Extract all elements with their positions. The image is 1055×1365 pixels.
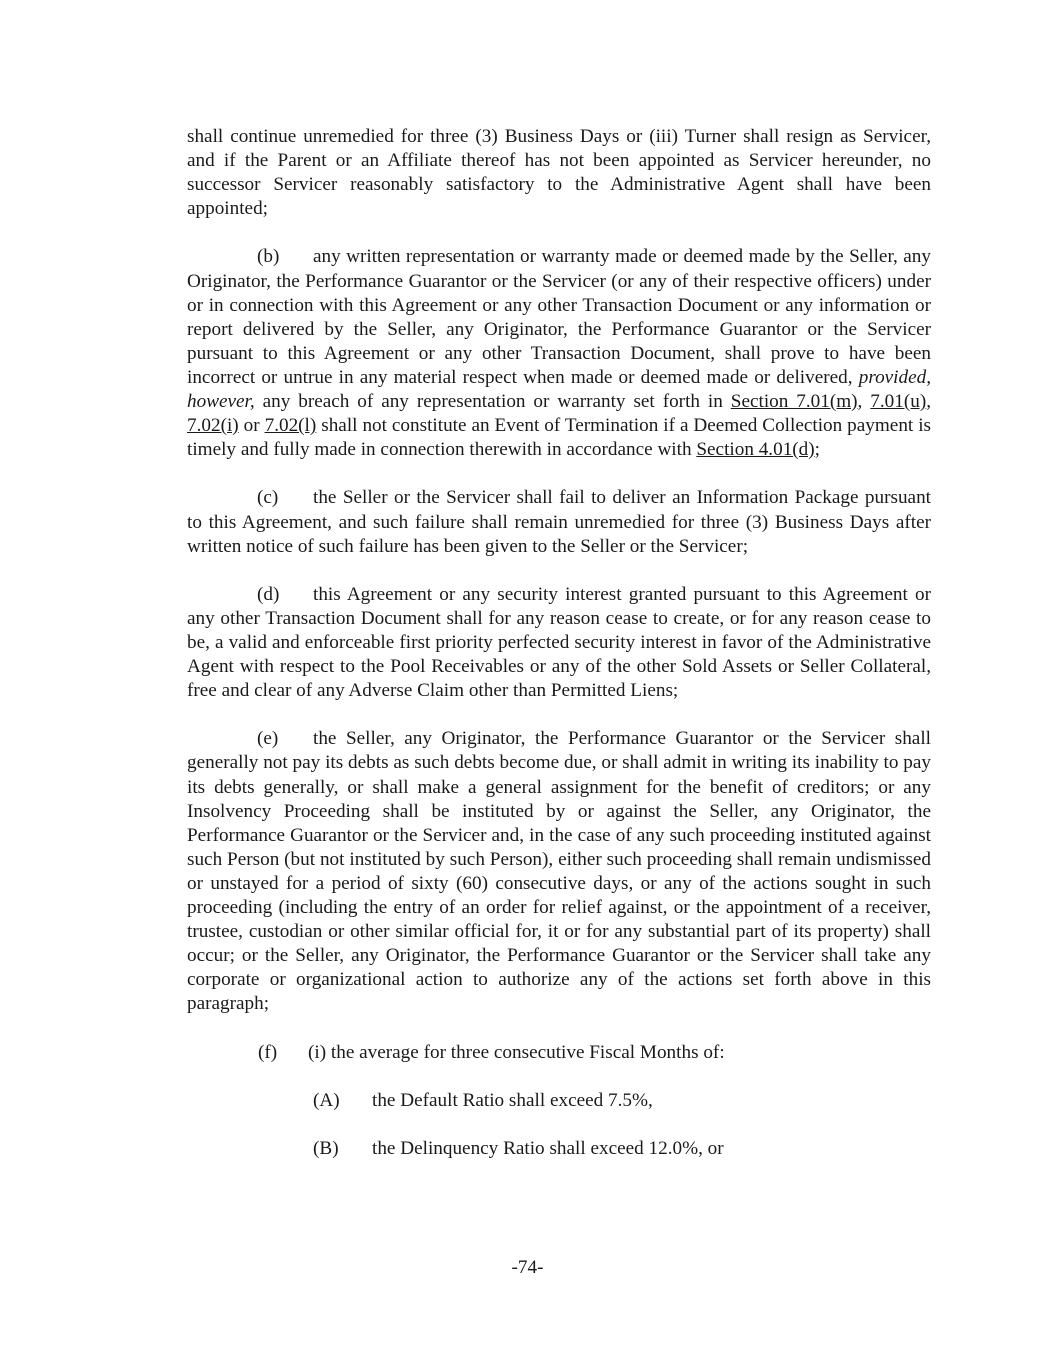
paragraph-f-text: (i) the average for three consecutive Fiscal Months of:	[308, 1041, 725, 1063]
paragraph-a-continuation: shall continue unremedied for three (3) Business Days or (iii) Turner shall resign as Servicer, and if the Parent or an Affiliate thereof has not been appointed as Servicer hereunder, no successor Servicer reasonably satisfactory to the Administrative Agent shall have been appointed;	[187, 126, 931, 220]
subparagraph-b	[313, 1137, 931, 1161]
paragraph-c	[187, 486, 931, 558]
subparagraph-b-label: (B)	[313, 1137, 339, 1159]
subparagraph-a	[313, 1089, 931, 1113]
subparagraph-a-text: the Default Ratio shall exceed 7.5%,	[372, 1089, 653, 1111]
paragraph-d-label: (d)	[257, 583, 280, 605]
paragraph-b-text-3: shall not constitute an Event of Termination if a Deemed Collection payment is timely and fully made in connection therewith in accordance with	[187, 415, 932, 461]
paragraph-b	[187, 245, 931, 462]
paragraph-f-label: (f)	[258, 1041, 278, 1063]
section-ref-7-02-l: 7.02(l)	[264, 415, 317, 437]
section-ref-4-01-d: Section 4.01(d)	[696, 439, 815, 461]
paragraph-c-label: (c)	[257, 487, 279, 509]
subparagraph-a-label: (A)	[313, 1089, 340, 1111]
paragraph-e	[187, 727, 931, 1016]
paragraph-d-text: this Agreement or any security interest granted pursuant to this Agreement or any other Transaction Document shall for any reason cease to create, or for any reason cease to be, a valid and enforceable first priority perfected security interest in favor of the Administrative Agent with respect to the Pool Receivables or any of the other Sold Assets or Seller Collateral, free and clear of any Adverse Claim other than Permitted Liens;	[187, 583, 931, 702]
section-ref-7-01-u: 7.01(u)	[870, 391, 927, 413]
paragraph-f	[258, 1041, 931, 1065]
section-ref-7-02-i: 7.02(i)	[187, 415, 239, 437]
paragraph-c-text: the Seller or the Servicer shall fail to deliver an Information Package pursuant to this Agreement, and such failure shall remain unremedied for three (3) Business Days after written notice of such failure has been given to the Seller or the Servicer;	[187, 487, 931, 557]
paragraph-e-text: the Seller, any Originator, the Performance Guarantor or the Servicer shall generally not pay its debts as such debts become due, or shall admit in writing its inability to pay its debts generally, or shall make a general assignment for the benefit of creditors; or any Insolvency Proceeding shall be instituted by or against the Seller, any Originator, the Performance Guarantor or the Servicer and, in the case of any such proceeding instituted against such Person (but not instituted by such Person), either such proceeding shall remain undismissed or unstayed for a period of sixty (60) consecutive days, or any of the actions sought in such proceeding (including the entry of an order for relief against, or the appointment of a receiver, trustee, custodian or other similar official for, it or for any substantial part of its property) shall occur; or the Seller, any Originator, the Performance Guarantor or the Servicer shall take any corporate or organizational action to authorize any of the actions set forth above in this paragraph;	[187, 728, 931, 1015]
paragraph-b-text-1: any written representation or warranty made or deemed made by the Seller, any Originator, the Performance Guarantor or the Servicer (or any of their respective officers) under or in connection with this Agreement or any other Transaction Document or any information or report delivered by the Seller, any Originator, the Performance Guarantor or the Servicer pursuant to this Agreement or any other Transaction Document, shall prove to have been incorrect or untrue in any material respect when made or deemed made or delivered,	[187, 246, 931, 388]
paragraph-b-sep-2: ,	[926, 391, 932, 413]
section-ref-7-01-m: Section 7.01(m)	[730, 391, 858, 413]
paragraph-d	[187, 583, 931, 703]
paragraph-b-text-2: any breach of any representation or warranty set forth in	[262, 391, 723, 413]
paragraph-e-label: (e)	[257, 728, 279, 750]
paragraph-b-end: ;	[814, 439, 821, 461]
paragraph-b-label: (b)	[257, 246, 280, 268]
document-body	[187, 125, 931, 1185]
subparagraph-b-text: the Delinquency Ratio shall exceed 12.0%, or	[372, 1137, 724, 1159]
paragraph-b-proviso: provided, however,	[187, 366, 932, 413]
paragraph-b-sep-3: or	[243, 415, 260, 437]
page-number: -74-	[511, 1257, 544, 1278]
paragraph-b-sep-1: ,	[857, 391, 863, 413]
